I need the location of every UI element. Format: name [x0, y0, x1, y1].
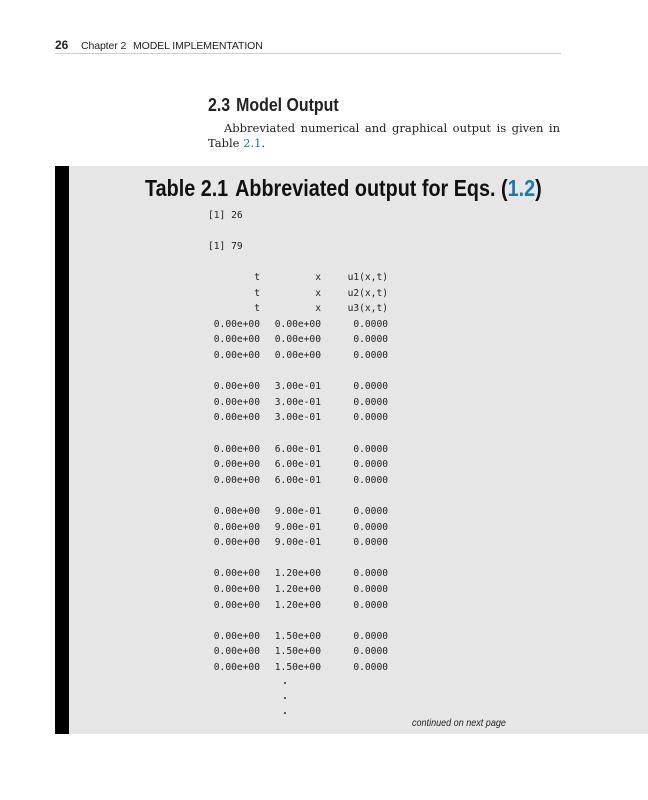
table-data-cell: 3.00e-01: [274, 381, 321, 393]
table-data-cell: 0.0000: [353, 459, 388, 471]
ellipsis-dot: [284, 697, 286, 699]
table-data-cell: 0.00e+00: [213, 334, 260, 346]
page-number: 26: [55, 38, 69, 52]
table-data-cell: 0.00e+00: [213, 474, 260, 486]
ellipsis-dot: [284, 712, 286, 714]
table-data-cell: 1.20e+00: [274, 584, 321, 595]
table-data-cell: 0.0000: [353, 568, 388, 580]
table-data-cell: 0.00e+00: [213, 396, 260, 408]
equation-reference-link[interactable]: 1.2: [507, 175, 536, 201]
table-data-cell: 0.00e+00: [274, 318, 321, 330]
table-data-cell: 0.00e+00: [213, 459, 260, 471]
table-data-cell: 0.0000: [353, 474, 388, 486]
table-data-cell: 0.00e+00: [213, 318, 260, 330]
table-header-cell: u3(x,t): [347, 303, 388, 315]
table-header-cell: t: [254, 303, 260, 315]
chapter-title: MODEL IMPLEMENTATION: [133, 40, 263, 52]
table-data-cell: 0.0000: [353, 350, 388, 361]
table-header-cell: x: [315, 287, 321, 299]
table-data-cell: 9.00e-01: [274, 537, 321, 549]
ellipsis-dot: [284, 682, 286, 684]
table-number: Table 2.1: [145, 175, 229, 201]
table-data-cell: 0.00e+00: [213, 584, 260, 595]
table-caption-close: ): [535, 175, 542, 201]
table-data-cell: 9.00e-01: [274, 521, 321, 533]
table-data-cell: 6.00e-01: [274, 443, 321, 455]
table-panel: [55, 166, 648, 734]
table-data-cell: 0.00e+00: [213, 350, 260, 361]
table-data-cell: 1.20e+00: [274, 568, 321, 580]
continued-note: continued on next page: [412, 717, 506, 729]
table-caption: [145, 175, 542, 202]
table-data-cell: 3.00e-01: [274, 412, 321, 424]
table-data-cell: 0.00e+00: [274, 334, 321, 346]
table-data-cell: 0.0000: [353, 599, 388, 611]
table-data-cell: 0.0000: [353, 396, 388, 408]
table-data-cell: 0.00e+00: [213, 521, 260, 533]
chapter-label: Chapter 2: [80, 40, 127, 52]
table-data-cell: 0.0000: [353, 521, 388, 533]
table-data-cell: 3.00e-01: [274, 396, 321, 408]
table-data-cell: 0.00e+00: [213, 412, 260, 424]
table-header-cell: t: [254, 272, 260, 283]
table-data-cell: 0.0000: [353, 334, 388, 346]
table-side-bar: [55, 166, 69, 734]
table-data-cell: 0.00e+00: [213, 506, 260, 517]
section-heading: [208, 94, 339, 116]
table-data-cell: 0.00e+00: [213, 599, 260, 611]
table-data-cell: 0.00e+00: [213, 443, 260, 455]
table-data-cell: 6.00e-01: [274, 459, 321, 471]
table-header-cell: x: [315, 272, 321, 283]
table-data-cell: 0.00e+00: [213, 646, 260, 658]
table-data-cell: 0.0000: [353, 646, 388, 658]
running-head: [55, 38, 561, 54]
table-data-cell: 0.00e+00: [213, 537, 260, 549]
table-header-cell: u1(x,t): [347, 272, 388, 283]
table-header-cell: u2(x,t): [347, 287, 388, 299]
table-data-cell: 0.0000: [353, 318, 388, 330]
table-header-cell: t: [254, 287, 260, 299]
table-data-cell: 0.0000: [353, 443, 388, 455]
section-number: 2.3: [208, 94, 231, 115]
table-header-cell: x: [315, 303, 321, 315]
table-data-cell: 1.50e+00: [274, 662, 321, 673]
section-title: Model Output: [236, 94, 339, 115]
table-data-cell: 0.0000: [353, 537, 388, 549]
table-data-cell: 9.00e-01: [274, 506, 321, 517]
table-data-cell: 0.00e+00: [213, 381, 260, 393]
table-data-cell: 0.0000: [353, 412, 388, 424]
console-output-line: [1] 79: [208, 241, 243, 252]
body-paragraph: [208, 121, 560, 151]
table-data-cell: 0.00e+00: [213, 662, 260, 673]
table-data-cell: 0.0000: [353, 630, 388, 642]
table-data-cell: 0.0000: [353, 506, 388, 517]
table-data-cell: 0.00e+00: [213, 630, 260, 642]
table-data-cell: 0.0000: [353, 662, 388, 673]
table-data-cell: 0.0000: [353, 584, 388, 595]
paragraph-end: .: [261, 136, 266, 150]
table-data-cell: 0.00e+00: [274, 350, 321, 361]
table-reference-link[interactable]: 2.1: [243, 136, 262, 150]
table-data-cell: 1.50e+00: [274, 630, 321, 642]
table-data-cell: 6.00e-01: [274, 474, 321, 486]
console-output-line: [1] 26: [208, 210, 243, 221]
table-data-cell: 1.20e+00: [274, 599, 321, 611]
table-caption-text: Abbreviated output for Eqs. (: [235, 175, 508, 201]
table-data-cell: 1.50e+00: [274, 646, 321, 658]
table-data-cell: 0.0000: [353, 381, 388, 393]
paragraph-text: Abbreviated numerical and graphical output is given in Table: [208, 121, 560, 150]
table-data-cell: 0.00e+00: [213, 568, 260, 580]
